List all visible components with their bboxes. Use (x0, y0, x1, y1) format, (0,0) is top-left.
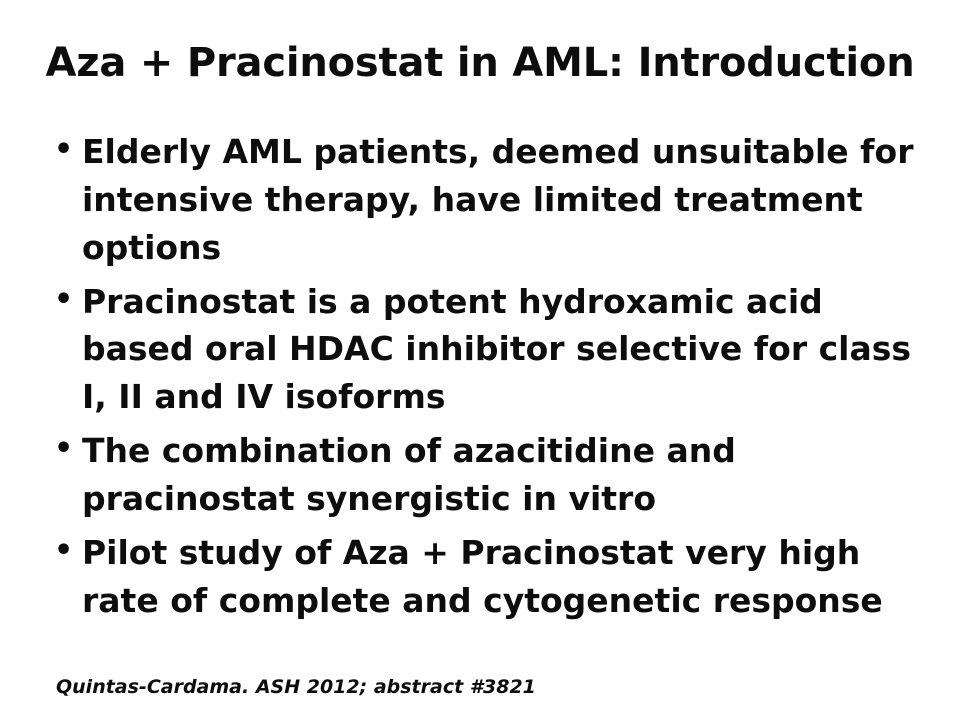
list-item-text: Elderly AML patients, deemed unsuitable for intensive therapy, have limited treatment options (82, 132, 914, 267)
bullet-point-icon: • (54, 431, 74, 467)
list-item-text: Pracinostat is a potent hydroxamic acid based oral HDAC inhibitor selective for class I, II and IV isoforms (82, 281, 912, 417)
bullet-point-icon: • (54, 532, 74, 568)
page-title: Aza + Pracinostat in AML: Introduction (45, 40, 915, 86)
bullet-point-icon: • (54, 281, 74, 317)
bullet-point-icon: • (54, 132, 74, 167)
list-item-text: Pilot study of Aza + Pracinostat very high rate of complete and cytogenetic response (82, 532, 883, 620)
citation: Quintas-Cardama. ASH 2012; abstract #3821 (56, 676, 536, 698)
list-item (46, 278, 926, 422)
bullet-list (46, 128, 926, 630)
list-item (46, 128, 926, 272)
list-item-text: The combination of azacitidine and pracinostat synergistic in vitro (82, 431, 736, 518)
list-item (46, 529, 926, 625)
list-item (46, 427, 926, 523)
